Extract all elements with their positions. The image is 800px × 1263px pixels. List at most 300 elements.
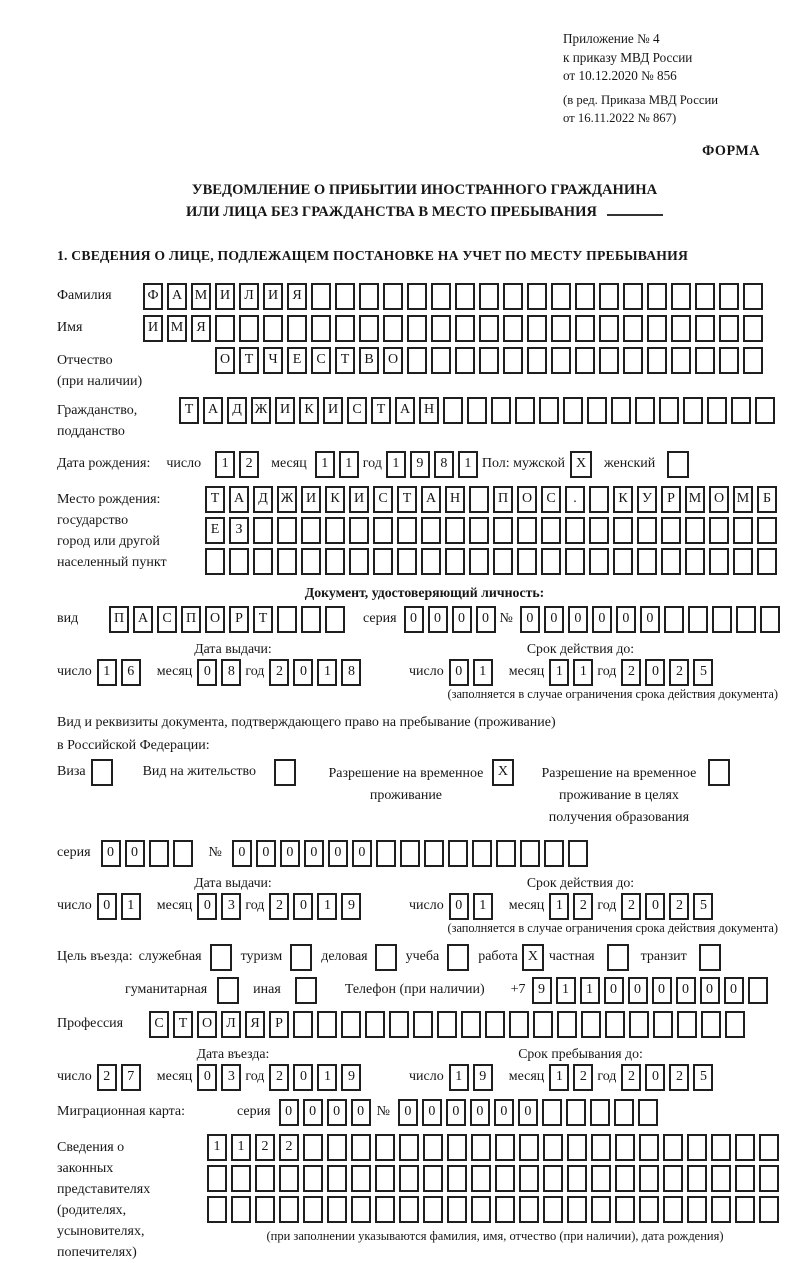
char-cell[interactable]: 9	[341, 893, 361, 920]
char-cell[interactable]	[711, 1134, 731, 1161]
char-cell[interactable]: 2	[97, 1064, 117, 1091]
char-cell[interactable]	[590, 1099, 610, 1126]
char-cell[interactable]: Р	[229, 606, 249, 633]
char-cell[interactable]	[685, 517, 705, 544]
purpose-work-checkbox[interactable]: X	[522, 944, 544, 971]
char-cell[interactable]: 0	[293, 1064, 313, 1091]
char-cell[interactable]	[479, 347, 499, 374]
char-cell[interactable]	[542, 1099, 562, 1126]
char-cell[interactable]	[431, 315, 451, 342]
char-cell[interactable]: Я	[191, 315, 211, 342]
char-cell[interactable]	[639, 1196, 659, 1223]
char-cell[interactable]: 0	[700, 977, 720, 1004]
char-cell[interactable]: 0	[398, 1099, 418, 1126]
char-cell[interactable]	[301, 548, 321, 575]
char-cell[interactable]	[469, 548, 489, 575]
char-cell[interactable]	[587, 397, 607, 424]
char-cell[interactable]	[568, 840, 588, 867]
char-cell[interactable]	[566, 1099, 586, 1126]
char-cell[interactable]	[635, 397, 655, 424]
purpose-transit-checkbox[interactable]	[699, 944, 721, 971]
char-cell[interactable]	[735, 1165, 755, 1192]
char-cell[interactable]	[712, 606, 732, 633]
char-cell[interactable]: 3	[221, 893, 241, 920]
char-cell[interactable]: 1	[573, 659, 593, 686]
char-cell[interactable]	[421, 517, 441, 544]
char-cell[interactable]	[599, 315, 619, 342]
char-cell[interactable]	[647, 283, 667, 310]
char-cell[interactable]	[443, 397, 463, 424]
char-cell[interactable]	[677, 1011, 697, 1038]
char-cell[interactable]	[567, 1165, 587, 1192]
char-cell[interactable]: 2	[669, 1064, 689, 1091]
char-cell[interactable]	[503, 283, 523, 310]
char-cell[interactable]	[565, 517, 585, 544]
char-cell[interactable]: И	[263, 283, 283, 310]
char-cell[interactable]	[671, 347, 691, 374]
char-cell[interactable]	[325, 548, 345, 575]
temp-residence-checkbox[interactable]: X	[492, 759, 514, 786]
char-cell[interactable]: 0	[592, 606, 612, 633]
char-cell[interactable]	[469, 517, 489, 544]
char-cell[interactable]	[759, 1196, 779, 1223]
char-cell[interactable]	[325, 606, 345, 633]
char-cell[interactable]	[519, 1165, 539, 1192]
char-cell[interactable]: И	[275, 397, 295, 424]
char-cell[interactable]: 8	[434, 451, 454, 478]
char-cell[interactable]	[701, 1011, 721, 1038]
char-cell[interactable]	[407, 347, 427, 374]
char-cell[interactable]: 0	[351, 1099, 371, 1126]
char-cell[interactable]: 0	[197, 1064, 217, 1091]
char-cell[interactable]: О	[205, 606, 225, 633]
char-cell[interactable]: З	[229, 517, 249, 544]
char-cell[interactable]: 1	[317, 1064, 337, 1091]
char-cell[interactable]	[173, 840, 193, 867]
char-cell[interactable]	[551, 347, 571, 374]
char-cell[interactable]: 2	[255, 1134, 275, 1161]
char-cell[interactable]: О	[517, 486, 537, 513]
char-cell[interactable]	[688, 606, 708, 633]
char-cell[interactable]	[421, 548, 441, 575]
char-cell[interactable]: 9	[410, 451, 430, 478]
char-cell[interactable]	[613, 548, 633, 575]
char-cell[interactable]	[695, 315, 715, 342]
char-cell[interactable]: 0	[97, 893, 117, 920]
char-cell[interactable]: 1	[473, 893, 493, 920]
char-cell[interactable]	[455, 347, 475, 374]
char-cell[interactable]: А	[229, 486, 249, 513]
char-cell[interactable]: 0	[304, 840, 324, 867]
char-cell[interactable]: 1	[458, 451, 478, 478]
char-cell[interactable]: 1	[215, 451, 235, 478]
char-cell[interactable]	[399, 1134, 419, 1161]
char-cell[interactable]	[496, 840, 516, 867]
char-cell[interactable]	[413, 1011, 433, 1038]
char-cell[interactable]	[623, 283, 643, 310]
char-cell[interactable]	[375, 1165, 395, 1192]
char-cell[interactable]	[663, 1134, 683, 1161]
char-cell[interactable]: 9	[473, 1064, 493, 1091]
char-cell[interactable]	[591, 1196, 611, 1223]
char-cell[interactable]	[755, 397, 775, 424]
char-cell[interactable]: Е	[205, 517, 225, 544]
char-cell[interactable]	[303, 1196, 323, 1223]
char-cell[interactable]	[661, 517, 681, 544]
char-cell[interactable]	[389, 1011, 409, 1038]
char-cell[interactable]	[471, 1196, 491, 1223]
char-cell[interactable]	[517, 548, 537, 575]
char-cell[interactable]: К	[613, 486, 633, 513]
char-cell[interactable]	[471, 1165, 491, 1192]
char-cell[interactable]	[263, 315, 283, 342]
char-cell[interactable]	[567, 1196, 587, 1223]
char-cell[interactable]	[399, 1196, 419, 1223]
residence-permit-checkbox[interactable]	[274, 759, 296, 786]
char-cell[interactable]	[341, 1011, 361, 1038]
char-cell[interactable]	[663, 1165, 683, 1192]
char-cell[interactable]: Т	[239, 347, 259, 374]
char-cell[interactable]: М	[167, 315, 187, 342]
char-cell[interactable]: 0	[352, 840, 372, 867]
char-cell[interactable]: 0	[520, 606, 540, 633]
char-cell[interactable]	[519, 1134, 539, 1161]
char-cell[interactable]: 0	[446, 1099, 466, 1126]
char-cell[interactable]: Д	[253, 486, 273, 513]
char-cell[interactable]	[719, 283, 739, 310]
char-cell[interactable]	[760, 606, 780, 633]
char-cell[interactable]: 0	[476, 606, 496, 633]
char-cell[interactable]: 0	[494, 1099, 514, 1126]
char-cell[interactable]: О	[383, 347, 403, 374]
char-cell[interactable]	[613, 517, 633, 544]
char-cell[interactable]	[455, 315, 475, 342]
char-cell[interactable]	[733, 548, 753, 575]
char-cell[interactable]	[589, 486, 609, 513]
char-cell[interactable]	[711, 1196, 731, 1223]
char-cell[interactable]: 8	[341, 659, 361, 686]
char-cell[interactable]: Я	[287, 283, 307, 310]
char-cell[interactable]	[335, 283, 355, 310]
char-cell[interactable]: 1	[315, 451, 335, 478]
char-cell[interactable]	[589, 517, 609, 544]
char-cell[interactable]	[687, 1134, 707, 1161]
char-cell[interactable]	[423, 1196, 443, 1223]
char-cell[interactable]: 0	[628, 977, 648, 1004]
purpose-official-checkbox[interactable]	[210, 944, 232, 971]
char-cell[interactable]	[448, 840, 468, 867]
char-cell[interactable]	[279, 1165, 299, 1192]
char-cell[interactable]: К	[299, 397, 319, 424]
char-cell[interactable]: Л	[239, 283, 259, 310]
char-cell[interactable]	[447, 1134, 467, 1161]
char-cell[interactable]	[509, 1011, 529, 1038]
char-cell[interactable]	[485, 1011, 505, 1038]
char-cell[interactable]	[469, 486, 489, 513]
char-cell[interactable]: И	[323, 397, 343, 424]
char-cell[interactable]: 1	[317, 659, 337, 686]
char-cell[interactable]	[709, 548, 729, 575]
char-cell[interactable]: А	[167, 283, 187, 310]
char-cell[interactable]	[277, 606, 297, 633]
purpose-private-checkbox[interactable]	[607, 944, 629, 971]
char-cell[interactable]: 0	[568, 606, 588, 633]
char-cell[interactable]	[614, 1099, 634, 1126]
char-cell[interactable]: С	[347, 397, 367, 424]
char-cell[interactable]: 1	[473, 659, 493, 686]
char-cell[interactable]	[311, 283, 331, 310]
char-cell[interactable]: 9	[341, 1064, 361, 1091]
purpose-humanitarian-checkbox[interactable]	[217, 977, 239, 1004]
char-cell[interactable]: 5	[693, 893, 713, 920]
char-cell[interactable]	[277, 517, 297, 544]
char-cell[interactable]: А	[395, 397, 415, 424]
char-cell[interactable]	[301, 517, 321, 544]
char-cell[interactable]	[599, 347, 619, 374]
char-cell[interactable]	[638, 1099, 658, 1126]
char-cell[interactable]	[637, 517, 657, 544]
char-cell[interactable]	[279, 1196, 299, 1223]
char-cell[interactable]	[719, 347, 739, 374]
char-cell[interactable]	[327, 1134, 347, 1161]
char-cell[interactable]: 2	[669, 893, 689, 920]
char-cell[interactable]	[647, 315, 667, 342]
char-cell[interactable]	[591, 1134, 611, 1161]
char-cell[interactable]: О	[709, 486, 729, 513]
char-cell[interactable]: П	[109, 606, 129, 633]
char-cell[interactable]: Т	[335, 347, 355, 374]
char-cell[interactable]: Д	[227, 397, 247, 424]
char-cell[interactable]: 2	[269, 1064, 289, 1091]
char-cell[interactable]: 0	[328, 840, 348, 867]
char-cell[interactable]	[445, 517, 465, 544]
char-cell[interactable]: 2	[669, 659, 689, 686]
char-cell[interactable]	[317, 1011, 337, 1038]
char-cell[interactable]	[455, 283, 475, 310]
char-cell[interactable]: 2	[621, 659, 641, 686]
char-cell[interactable]: О	[197, 1011, 217, 1038]
char-cell[interactable]: 8	[221, 659, 241, 686]
char-cell[interactable]	[301, 606, 321, 633]
char-cell[interactable]: 0	[303, 1099, 323, 1126]
char-cell[interactable]	[359, 283, 379, 310]
char-cell[interactable]: Т	[371, 397, 391, 424]
char-cell[interactable]: М	[685, 486, 705, 513]
char-cell[interactable]	[375, 1196, 395, 1223]
char-cell[interactable]	[743, 315, 763, 342]
char-cell[interactable]	[664, 606, 684, 633]
char-cell[interactable]	[253, 548, 273, 575]
char-cell[interactable]: С	[157, 606, 177, 633]
char-cell[interactable]	[277, 548, 297, 575]
char-cell[interactable]: П	[493, 486, 513, 513]
char-cell[interactable]	[623, 315, 643, 342]
char-cell[interactable]	[424, 840, 444, 867]
char-cell[interactable]	[544, 840, 564, 867]
char-cell[interactable]	[731, 397, 751, 424]
char-cell[interactable]: 0	[640, 606, 660, 633]
char-cell[interactable]: 2	[573, 893, 593, 920]
char-cell[interactable]	[359, 315, 379, 342]
char-cell[interactable]	[719, 315, 739, 342]
char-cell[interactable]	[551, 315, 571, 342]
char-cell[interactable]	[671, 283, 691, 310]
purpose-tourism-checkbox[interactable]	[290, 944, 312, 971]
char-cell[interactable]	[520, 840, 540, 867]
char-cell[interactable]	[349, 548, 369, 575]
temp-residence-edu-checkbox[interactable]	[708, 759, 730, 786]
char-cell[interactable]	[503, 347, 523, 374]
char-cell[interactable]	[303, 1134, 323, 1161]
char-cell[interactable]: 0	[197, 659, 217, 686]
char-cell[interactable]	[325, 517, 345, 544]
visa-checkbox[interactable]	[91, 759, 113, 786]
char-cell[interactable]: 6	[121, 659, 141, 686]
char-cell[interactable]	[743, 347, 763, 374]
char-cell[interactable]: С	[149, 1011, 169, 1038]
char-cell[interactable]: С	[541, 486, 561, 513]
char-cell[interactable]: 0	[256, 840, 276, 867]
char-cell[interactable]: И	[301, 486, 321, 513]
sex-female-checkbox[interactable]	[667, 451, 689, 478]
char-cell[interactable]: 0	[452, 606, 472, 633]
char-cell[interactable]: Т	[179, 397, 199, 424]
char-cell[interactable]: 0	[676, 977, 696, 1004]
char-cell[interactable]: 0	[645, 1064, 665, 1091]
char-cell[interactable]	[239, 315, 259, 342]
char-cell[interactable]: 1	[556, 977, 576, 1004]
char-cell[interactable]	[493, 548, 513, 575]
char-cell[interactable]: 1	[231, 1134, 251, 1161]
char-cell[interactable]: 0	[652, 977, 672, 1004]
char-cell[interactable]: А	[203, 397, 223, 424]
char-cell[interactable]	[445, 548, 465, 575]
char-cell[interactable]: 0	[604, 977, 624, 1004]
char-cell[interactable]	[543, 1165, 563, 1192]
char-cell[interactable]: Н	[445, 486, 465, 513]
char-cell[interactable]: Я	[245, 1011, 265, 1038]
char-cell[interactable]	[351, 1134, 371, 1161]
char-cell[interactable]	[709, 517, 729, 544]
char-cell[interactable]: 0	[197, 893, 217, 920]
purpose-business-checkbox[interactable]	[375, 944, 397, 971]
char-cell[interactable]: Т	[205, 486, 225, 513]
char-cell[interactable]	[471, 1134, 491, 1161]
char-cell[interactable]: 2	[269, 893, 289, 920]
char-cell[interactable]: А	[133, 606, 153, 633]
char-cell[interactable]: И	[215, 283, 235, 310]
char-cell[interactable]	[527, 347, 547, 374]
char-cell[interactable]	[293, 1011, 313, 1038]
char-cell[interactable]	[431, 283, 451, 310]
char-cell[interactable]	[539, 397, 559, 424]
char-cell[interactable]	[567, 1134, 587, 1161]
char-cell[interactable]	[207, 1196, 227, 1223]
char-cell[interactable]	[735, 1134, 755, 1161]
char-cell[interactable]	[397, 517, 417, 544]
char-cell[interactable]	[711, 1165, 731, 1192]
char-cell[interactable]: И	[349, 486, 369, 513]
char-cell[interactable]: Е	[287, 347, 307, 374]
char-cell[interactable]	[231, 1165, 251, 1192]
char-cell[interactable]: Т	[173, 1011, 193, 1038]
char-cell[interactable]: 0	[470, 1099, 490, 1126]
char-cell[interactable]	[575, 315, 595, 342]
char-cell[interactable]	[479, 283, 499, 310]
char-cell[interactable]	[431, 347, 451, 374]
char-cell[interactable]: М	[733, 486, 753, 513]
char-cell[interactable]: 7	[121, 1064, 141, 1091]
char-cell[interactable]: Л	[221, 1011, 241, 1038]
char-cell[interactable]	[707, 397, 727, 424]
char-cell[interactable]	[611, 397, 631, 424]
char-cell[interactable]	[581, 1011, 601, 1038]
char-cell[interactable]: 0	[449, 893, 469, 920]
char-cell[interactable]	[327, 1196, 347, 1223]
char-cell[interactable]: 0	[327, 1099, 347, 1126]
char-cell[interactable]	[637, 548, 657, 575]
char-cell[interactable]: 1	[549, 1064, 569, 1091]
char-cell[interactable]	[335, 315, 355, 342]
char-cell[interactable]	[375, 1134, 395, 1161]
char-cell[interactable]	[733, 517, 753, 544]
char-cell[interactable]	[467, 397, 487, 424]
char-cell[interactable]	[253, 517, 273, 544]
char-cell[interactable]	[735, 1196, 755, 1223]
char-cell[interactable]: С	[373, 486, 393, 513]
char-cell[interactable]: 2	[573, 1064, 593, 1091]
char-cell[interactable]: 1	[580, 977, 600, 1004]
char-cell[interactable]: 1	[317, 893, 337, 920]
char-cell[interactable]	[543, 1196, 563, 1223]
char-cell[interactable]: 3	[221, 1064, 241, 1091]
char-cell[interactable]	[351, 1196, 371, 1223]
char-cell[interactable]: 1	[121, 893, 141, 920]
char-cell[interactable]: 0	[280, 840, 300, 867]
char-cell[interactable]	[759, 1165, 779, 1192]
char-cell[interactable]	[205, 548, 225, 575]
char-cell[interactable]: 0	[101, 840, 121, 867]
char-cell[interactable]: Ж	[277, 486, 297, 513]
char-cell[interactable]: 0	[518, 1099, 538, 1126]
char-cell[interactable]	[661, 548, 681, 575]
char-cell[interactable]	[400, 840, 420, 867]
char-cell[interactable]	[495, 1134, 515, 1161]
char-cell[interactable]	[376, 840, 396, 867]
char-cell[interactable]: 2	[621, 893, 641, 920]
char-cell[interactable]	[373, 548, 393, 575]
char-cell[interactable]	[461, 1011, 481, 1038]
char-cell[interactable]	[365, 1011, 385, 1038]
char-cell[interactable]	[479, 315, 499, 342]
char-cell[interactable]	[472, 840, 492, 867]
char-cell[interactable]	[629, 1011, 649, 1038]
char-cell[interactable]	[687, 1196, 707, 1223]
char-cell[interactable]: Ф	[143, 283, 163, 310]
char-cell[interactable]	[407, 315, 427, 342]
char-cell[interactable]: П	[181, 606, 201, 633]
char-cell[interactable]	[493, 517, 513, 544]
char-cell[interactable]	[605, 1011, 625, 1038]
char-cell[interactable]	[491, 397, 511, 424]
char-cell[interactable]	[287, 315, 307, 342]
char-cell[interactable]: 0	[544, 606, 564, 633]
char-cell[interactable]	[575, 283, 595, 310]
char-cell[interactable]: 1	[549, 893, 569, 920]
char-cell[interactable]: 0	[293, 893, 313, 920]
char-cell[interactable]: 5	[693, 1064, 713, 1091]
char-cell[interactable]: С	[311, 347, 331, 374]
